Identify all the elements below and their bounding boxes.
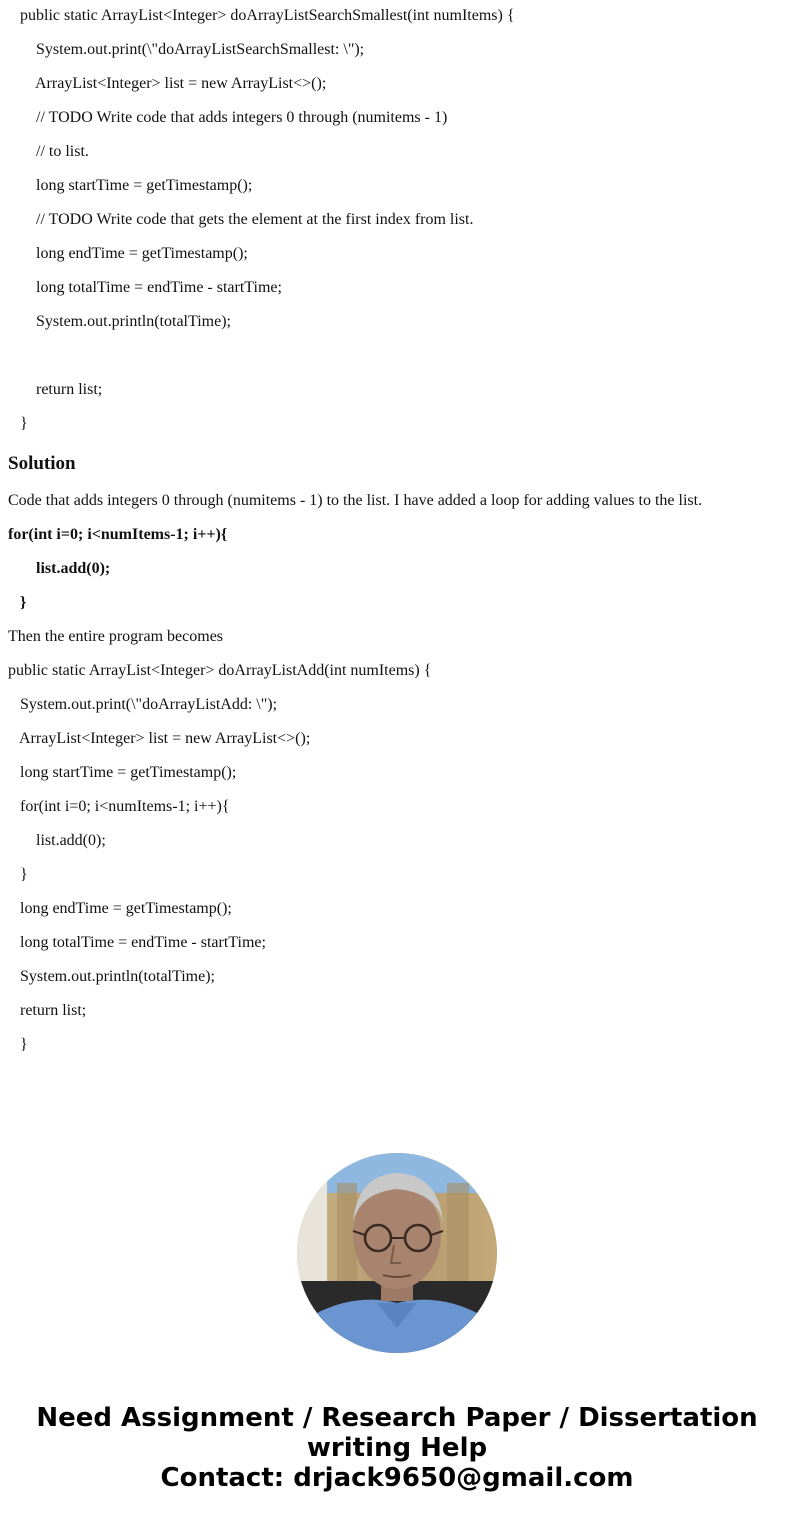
solution-intro: Code that adds integers 0 through (numitems - 1) to the list. I have added a loop for adding values to the list.	[8, 492, 703, 509]
person-photo-avatar-icon	[297, 1153, 497, 1353]
transition-text: Then the entire program becomes	[8, 628, 224, 645]
solution-heading: Solution	[8, 453, 76, 474]
promo-contact: Contact: drjack9650@gmail.com	[160, 1463, 634, 1493]
author-avatar	[297, 1153, 497, 1353]
code-line: long endTime = getTimestamp();	[36, 245, 248, 262]
code-line: System.out.println(totalTime);	[20, 968, 215, 985]
promo-banner	[0, 1403, 794, 1493]
code-line: ArrayList<Integer> list = new ArrayList<>();	[19, 730, 311, 747]
code-line: long startTime = getTimestamp();	[20, 764, 237, 781]
promo-line-1: Need Assignment / Research Paper / Dissertation	[36, 1403, 758, 1433]
code-line: }	[20, 594, 27, 611]
code-line: System.out.print(\"doArrayListAdd: \");	[20, 696, 278, 713]
code-line: long startTime = getTimestamp();	[36, 177, 253, 194]
code-line: long totalTime = endTime - startTime;	[20, 934, 266, 951]
promo-line-2: writing Help	[306, 1433, 488, 1463]
code-line: }	[20, 1036, 28, 1053]
code-line: ArrayList<Integer> list = new ArrayList<>();	[35, 75, 327, 92]
code-line: }	[20, 866, 28, 883]
code-line: for(int i=0; i<numItems-1; i++){	[8, 526, 228, 543]
code-line: // TODO Write code that adds integers 0 through (numitems - 1)	[36, 109, 448, 126]
code-line: public static ArrayList<Integer> doArrayListSearchSmallest(int numItems) {	[20, 7, 515, 24]
code-line: // TODO Write code that gets the element at the first index from list.	[36, 211, 474, 228]
code-line: }	[20, 415, 28, 432]
code-line: for(int i=0; i<numItems-1; i++){	[20, 798, 230, 815]
code-line: list.add(0);	[36, 832, 106, 849]
code-line: System.out.print(\"doArrayListSearchSmallest: \");	[36, 41, 365, 58]
code-line: return list;	[20, 1002, 87, 1019]
code-line: return list;	[36, 381, 103, 398]
code-line: // to list.	[36, 143, 89, 160]
code-line: long endTime = getTimestamp();	[20, 900, 232, 917]
code-line: list.add(0);	[36, 560, 111, 577]
code-line: public static ArrayList<Integer> doArrayListAdd(int numItems) {	[8, 662, 432, 679]
code-line: long totalTime = endTime - startTime;	[36, 279, 282, 296]
code-line: System.out.println(totalTime);	[36, 313, 231, 330]
